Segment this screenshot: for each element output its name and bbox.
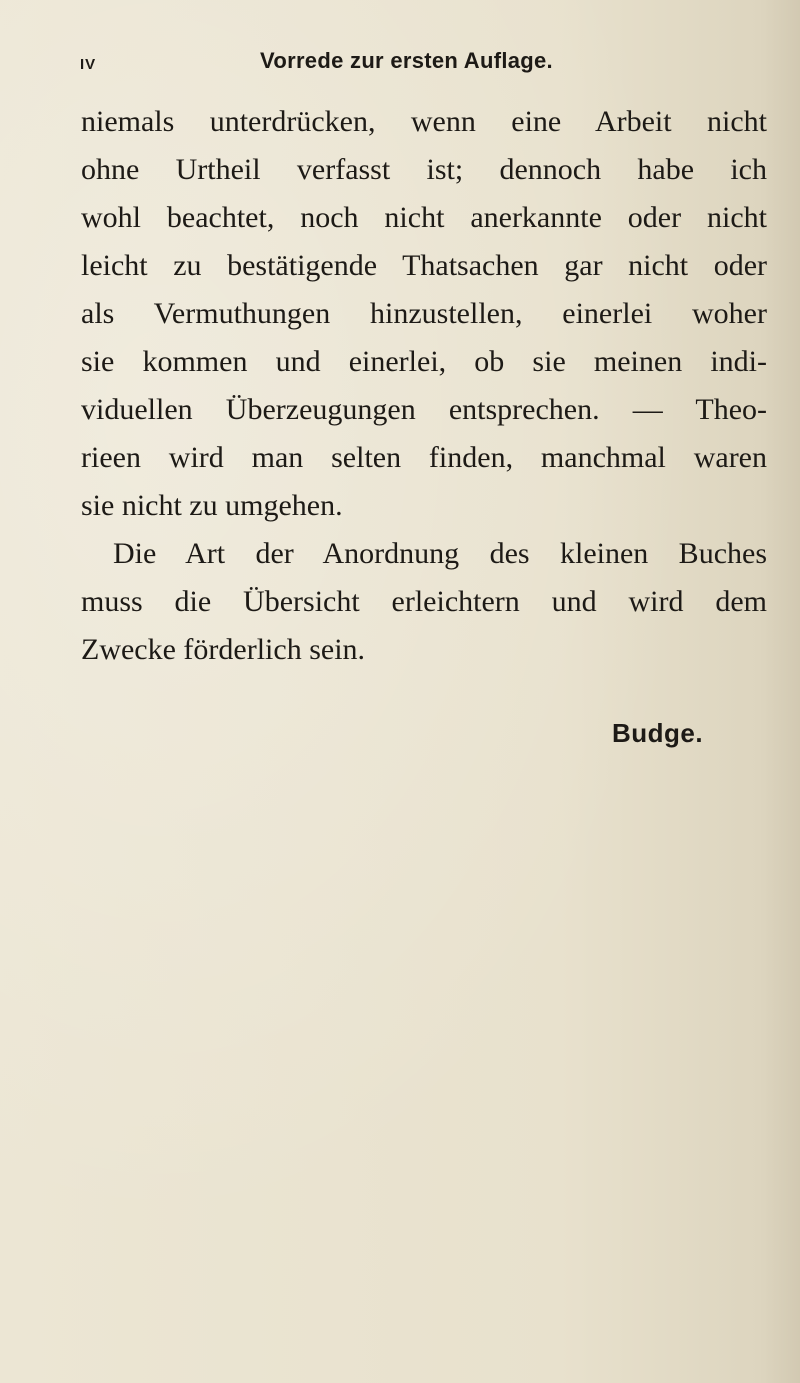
text-line: sie nicht zu umgehen. [81, 489, 343, 522]
running-head [80, 48, 770, 78]
text-line: muss die Übersicht erleichtern und wird dem [81, 585, 767, 618]
text-line: rieen wird man selten finden, manchmal waren [81, 441, 767, 474]
text-line: Die Art der Anordnung des kleinen Buches [113, 537, 767, 570]
text-line: als Vermuthungen hinzustellen, einerlei woher [81, 297, 767, 330]
text-line: sie kommen und einerlei, ob sie meinen indi- [81, 345, 767, 378]
text-line: ohne Urtheil verfasst ist; dennoch habe ich [81, 153, 767, 186]
body-text [81, 98, 767, 674]
text-line: leicht zu bestätigende Thatsachen gar nicht oder [81, 249, 767, 282]
page-number: IV [80, 56, 97, 73]
author-signature: Budge. [612, 718, 704, 748]
text-line: Zwecke förderlich sein. [81, 633, 366, 666]
text-line: wohl beachtet, noch nicht anerkannte oder nicht [81, 201, 767, 234]
text-line: viduellen Überzeugungen entsprechen. — Theo- [81, 393, 767, 426]
text-line: niemals unterdrücken, wenn eine Arbeit nicht [81, 105, 767, 138]
running-head-title: Vorrede zur ersten Auflage. [260, 48, 553, 73]
